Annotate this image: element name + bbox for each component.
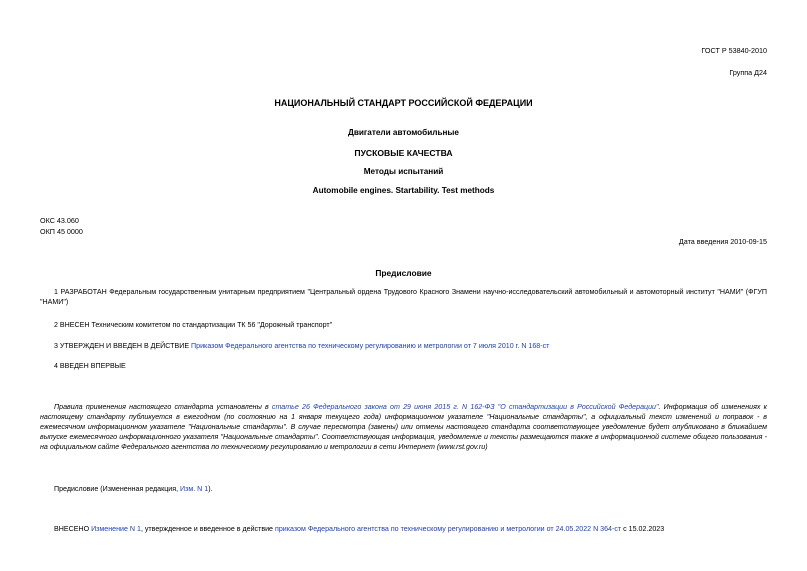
okp-code: ОКП 45 0000 (40, 227, 83, 236)
amendment-text-3: с 15.02.2023 (621, 525, 665, 533)
preface-item-3-text: 3 УТВЕРЖДЕН И ВВЕДЕН В ДЕЙСТВИЕ (54, 342, 192, 350)
amendment-1-link[interactable]: Изм. N 1 (180, 485, 209, 493)
amendment-line (54, 524, 784, 534)
preface-item-2: 2 ВНЕСЕН Техническим комитетом по стандартизации ТК 56 "Дорожный транспорт" (54, 321, 333, 329)
document-code: ГОСТ Р 53840-2010 (701, 46, 767, 55)
federal-law-link[interactable]: статье 26 Федерального закона от 29 июня 2015 г. N 162-ФЗ "О стандартизации в Российской Федерации" (271, 403, 659, 411)
rules-text-2: . Информация об изменениях к настоящему стандарту публикуется в ежегодном (по состоянию на 1 января текущего года) информационном указателе "Национальные стандарты", а официальный текст изменений и поправок - в ежемесячном информационном указателе "Национальные стандарты". В случае пересмотра (замены) или отмены настоящего стандарта соответствующее уведомление будет опубликовано в ближайшем выпуске ежемесячного информационного указателя "Национальные стандарты". Соответствующая информация, уведомление и тексты размещаются также в информационной системе общего пользования - на официальном сайте Федерального агентства по техническому регулированию и метрологии в сети Интернет (www.rst.gov.ru) (40, 403, 767, 451)
document-group: Группа Д24 (729, 68, 767, 77)
standard-title: НАЦИОНАЛЬНЫЙ СТАНДАРТ РОССИЙСКОЙ ФЕДЕРАЦИИ (274, 98, 533, 108)
oks-code: ОКС 43.060 (40, 216, 79, 225)
amendment-text-2: , утвержденное и введенное в действие (140, 525, 275, 533)
preface-note (54, 484, 213, 494)
preface-item-4: 4 ВВЕДЕН ВПЕРВЫЕ (54, 362, 126, 370)
preface-item-1: 1 РАЗРАБОТАН Федеральным государственным унитарным предприятием "Центральный ордена Трудового Красного Знамени научно-исследовательский автомобильный и автомоторный институт "НАМИ" (ФГУП "НАМИ") (40, 288, 767, 306)
rules-text-1: Правила применения настоящего стандарта установлены в (54, 403, 272, 411)
amendment-order-link[interactable]: приказом Федерального агентства по техническому регулированию и метрологии от 24.05.2022 N 364-ст (274, 525, 622, 533)
subject-title: Двигатели автомобильные (348, 128, 459, 137)
preface-note-text-1: Предисловие (Измененная редакция, (54, 485, 181, 493)
order-link[interactable]: Приказом Федерального агентства по техническому регулированию и метрологии от 7 июля 2010 г. N 168-ст (191, 342, 550, 350)
preface-item-3 (54, 341, 767, 351)
methods-title: Методы испытаний (363, 167, 444, 176)
rules-paragraph (40, 402, 767, 452)
preface-heading: Предисловие (375, 268, 432, 278)
intro-date: Дата введения 2010-09-15 (678, 237, 767, 246)
document-name: ПУСКОВЫЕ КАЧЕСТВА (354, 148, 453, 158)
amendment-change-link[interactable]: Изменение N 1 (91, 525, 141, 533)
english-title: Automobile engines. Startability. Test methods (312, 186, 495, 195)
preface-note-text-2: ). (208, 485, 213, 493)
amendment-text-1: ВНЕСЕНО (54, 525, 92, 533)
